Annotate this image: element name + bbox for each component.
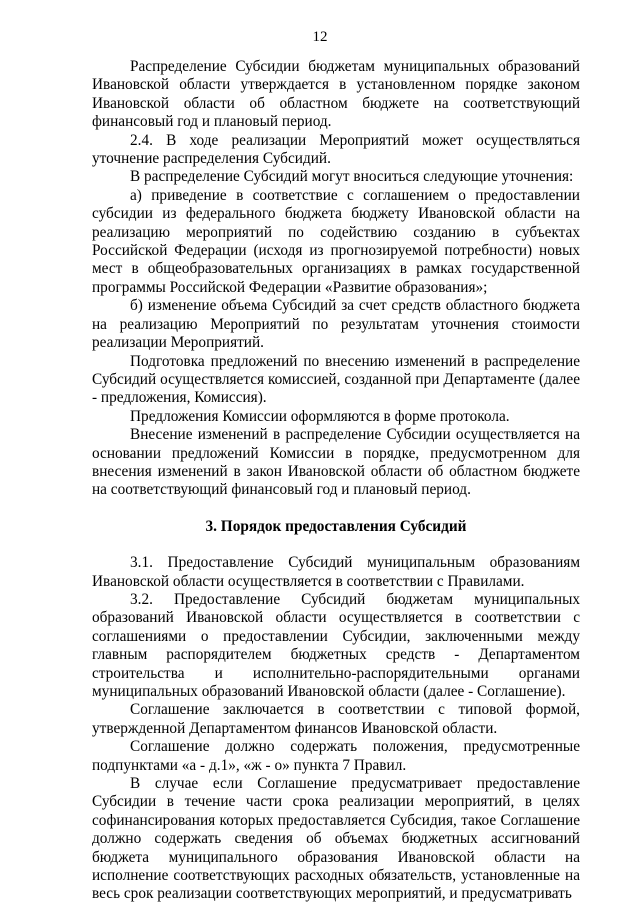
page-number: 12 — [312, 29, 328, 45]
paragraph-distribution-approval: Распределение Субсидии бюджетам муниципальных образований Ивановской области утверждается в установленном порядке законом Ивановской области об областном бюджете на соответствующий финансовый год и плановый период. — [92, 58, 580, 131]
document-body — [92, 58, 580, 904]
paragraph-agreement-provisions: Соглашение должно содержать положения, предусмотренные подпунктами «а - д.1», «ж - о» пункта 7 Правил. — [92, 738, 580, 774]
paragraph-protocol: Предложения Комиссии оформляются в форме протокола. — [130, 407, 510, 425]
paragraph-commission: Подготовка предложений по внесению изменений в распределение Субсидий осуществляется комиссией, созданной при Департаменте (далее - предложения, Комиссия). — [92, 352, 580, 407]
paragraph-item-a: а) приведение в соответствие с соглашением о предоставлении субсидии из федерального бюджета бюджету Ивановской области на реализацию мероприятий по содействию созданию в субъектах Российской Федерации (исходя из прогнозируемой потребности) новых мест в общеобразовательных организациях в рамках государственной программы Российской Федерации «Развитие образования»; — [92, 186, 580, 296]
paragraph-3-2: 3.2. Предоставление Субсидий бюджетам муниципальных образований Ивановской области осуществляется в соответствии с соглашениями о предоставлении Субсидии, заключенными между главным распорядителем бюджетных средств - Департаментом строительства и исполнительно-распорядительными органами муниципальных образований Ивановской области (далее - Соглашение). — [92, 590, 580, 700]
paragraph-item-b: б) изменение объема Субсидий за счет средств областного бюджета на реализацию Мероприятий по результатам уточнения стоимости реализации Мероприятий. — [92, 297, 580, 352]
paragraph-agreement-form: Соглашение заключается в соответствии с типовой формой, утвержденной Департаментом финансов Ивановской области. — [92, 701, 580, 737]
paragraph-partial-term: В случае если Соглашение предусматривает предоставление Субсидии в течение части срока реализации мероприятий, в целях софинансирования которых предоставляется Субсидия, такое Соглашение должно содержать сведения об объемах бюджетных ассигнований бюджета муниципального образования Ивановской области на исполнение соответствующих расходных обязательств, установленные на весь срок реализации соответствующих мероприятий, и предусматривать — [92, 775, 580, 903]
section-heading: 3. Порядок предоставления Субсидий — [205, 517, 467, 535]
paragraph-2-4: 2.4. В ходе реализации Мероприятий может осуществляться уточнение распределения Субсидий. — [92, 131, 580, 168]
paragraph-amendments: Внесение изменений в распределение Субсидии осуществляется на основании предложений Комиссии в порядке, предусмотренном для внесения изменений в закон Ивановской области об областном бюджете на соответствующий финансовый год и плановый период. — [92, 426, 580, 499]
paragraph-3-1: 3.1. Предоставление Субсидий муниципальным образованиям Ивановской области осуществляется в соответствии с Правилами. — [92, 554, 580, 590]
paragraph-refinements-intro: В распределение Субсидий могут вноситься следующие уточнения: — [130, 168, 574, 186]
